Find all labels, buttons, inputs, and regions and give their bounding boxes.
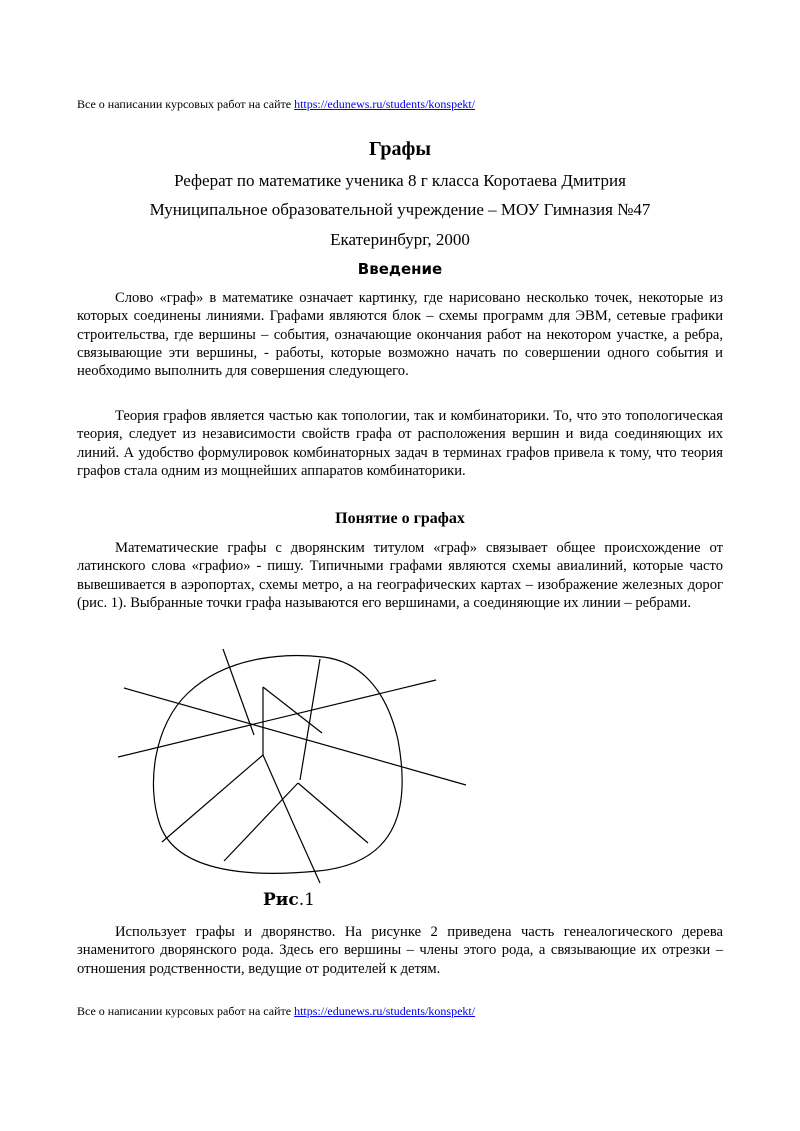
paragraph: Математические графы с дворянским титулом «граф» связывает общее происхождение от латинского слова «графио» - пишу. Типичными графами являются схемы авиалиний, которые часто вывешивается в аэропортах, схемы метро, а на географических картах – изображение железных дорог (рис. 1). Выбранные точки графа называются его вершинами, а соединяющие их линии – ребрами.	[77, 540, 723, 611]
subtitle-author: Реферат по математике ученика 8 г класса Коротаева Дмитрия	[174, 171, 626, 190]
header-note	[77, 97, 475, 112]
paragraph: Слово «граф» в математике означает картинку, где нарисовано несколько точек, некоторые из которых соединены линиями. Графами являются блок – схемы программ для ЭВМ, сетевые графики строительства, где вершины – события, означающие окончания работ на некотором участке, а ребра, связывающие эти вершины, - работы, которые возможно начать по совершении одного события и необходимо выполнить для совершения следующего.	[77, 290, 723, 380]
graph-edge	[300, 659, 320, 780]
figure-caption-number: .1	[298, 890, 315, 910]
graph-edge	[124, 688, 466, 785]
paragraph: Теория графов является частью как топологии, так и комбинаторики. То, что это топологическая теория, следует из независимости свойств графа от расположения вершин и вида соединяющих их линий. А удобство формулировок комбинаторных задач в терминах графов привела к тому, что теория графов стала одним из мощнейших аппаратов комбинаторики.	[77, 408, 723, 479]
section-heading-intro: Введение	[357, 260, 443, 278]
footer-note	[77, 1004, 475, 1019]
graph-edge	[118, 680, 436, 757]
graph-figure	[118, 645, 468, 885]
subtitle-city-year: Екатеринбург, 2000	[330, 230, 470, 249]
graph-edge	[293, 823, 320, 883]
graph-edge	[298, 783, 368, 843]
footer-note-text: Все о написании курсовых работ на сайте	[77, 1004, 295, 1018]
graph-edge	[263, 755, 293, 823]
document-title: Графы	[368, 138, 432, 160]
footer-note-link[interactable]: https://edunews.ru/students/konspekt/	[294, 1004, 476, 1018]
graph-edge	[224, 783, 298, 861]
graph-edge	[223, 649, 254, 735]
graph-edge	[162, 755, 263, 842]
figure-caption	[263, 890, 315, 910]
header-note-text: Все о написании курсовых работ на сайте	[77, 97, 295, 111]
header-note-link[interactable]: https://edunews.ru/students/konspekt/	[294, 97, 476, 111]
subtitle-school: Муниципальное образовательной учреждение – МОУ Гимназия №47	[149, 200, 651, 219]
section-heading-concept: Понятие о графах	[335, 510, 465, 527]
figure-caption-word: Рис	[263, 890, 299, 910]
paragraph: Использует графы и дворянство. На рисунке 2 приведена часть генеалогического дерева знаменитого дворянского рода. Здесь его вершины – члены этого рода, а связывающие их отрезки – отношения родственности, ведущие от родителей к детям.	[77, 924, 723, 977]
